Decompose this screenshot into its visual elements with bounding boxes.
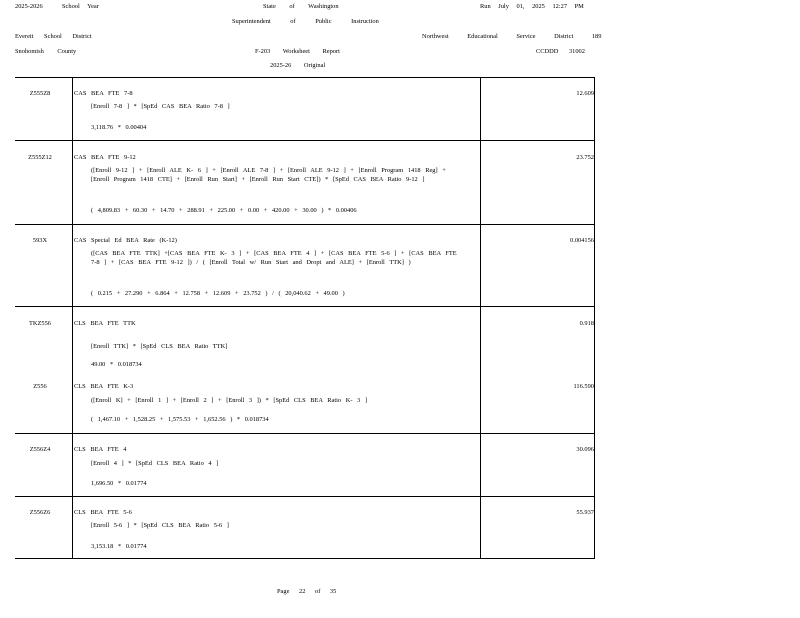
row-title: CLS BEA FTE K-3 bbox=[74, 383, 134, 390]
school-year: 2025-2026 bbox=[15, 3, 43, 10]
row-code: TKZ556 bbox=[28, 320, 51, 327]
row-value: 23.752 bbox=[576, 154, 594, 161]
state-name: State of Washington bbox=[263, 3, 339, 10]
row-code: Z555Z12 bbox=[28, 154, 52, 161]
table-right-border bbox=[594, 77, 595, 559]
row-calculation: 3,153.18 * 0.01774 bbox=[91, 543, 147, 550]
row-formula: [Enroll 5-6 ] * [SpEd CLS BEA Ratio 5-6 ] bbox=[91, 522, 229, 529]
row-value: 0.918 bbox=[579, 320, 594, 327]
row-value: 30.096 bbox=[576, 446, 594, 453]
row-title: CLS BEA FTE TTK bbox=[74, 320, 136, 327]
column-divider bbox=[72, 77, 73, 559]
page-number: Page 22 of 35 bbox=[277, 588, 337, 595]
cdddd-code: CCDDD 31002 bbox=[536, 48, 585, 55]
row-code: Z556 bbox=[33, 383, 47, 390]
report-name: F-203 Worksheet Report bbox=[255, 48, 340, 55]
row-title: CAS BEA FTE 7-8 bbox=[74, 90, 133, 97]
row-formula: ([Enroll K] + [Enroll 1 ] + [Enroll 2 ] + [Enroll 3 ]) * [SpEd CLS BEA Ratio K- 3 ] bbox=[91, 397, 367, 404]
row-formula: ([Enroll 9-12 ] + [Enroll ALE K- 6 ] + [Enroll ALE 7-8 ] + [Enroll ALE 9-12 ] + [Enroll Program 1418 Reg] + [Enroll Program 1418 CTE] + [Enroll Run Start] + [Enroll Run Start CTE]) * [SpEd CAS BEA Ratio 9-12 ] bbox=[91, 167, 451, 184]
row-title: CLS BEA FTE 4 bbox=[74, 446, 127, 453]
row-calculation: ( 0.215 + 27.290 + 6.864 + 12.758 + 12.609 + 23.752 ) / ( 20,040.62 + 49.00 ) bbox=[91, 290, 345, 297]
row-code: Z555Z8 bbox=[29, 90, 51, 97]
row-calculation: ( 1,467.10 + 1,528.25 + 1,575.53 + 1,652.56 ) * 0.018734 bbox=[91, 416, 269, 423]
row-value: 55.937 bbox=[576, 509, 594, 516]
row-divider bbox=[15, 306, 595, 307]
row-code: Z556Z6 bbox=[29, 509, 51, 516]
run-date: Run July 01, 2025 12:27 PM bbox=[480, 3, 584, 10]
row-formula: [Enroll 7-8 ] * [SpEd CAS BEA Ratio 7-8 ] bbox=[91, 103, 230, 110]
district-name: Everett School District bbox=[15, 33, 92, 40]
row-calculation: 3,118.76 * 0.00404 bbox=[91, 124, 147, 131]
table-bottom-border bbox=[15, 558, 595, 559]
row-value: 12.609 bbox=[576, 90, 594, 97]
row-formula: [Enroll TTK] * [SpEd CLS BEA Ratio TTK] bbox=[91, 343, 228, 350]
row-divider bbox=[15, 224, 595, 225]
superintendent: Superintendent of Public Instruction bbox=[232, 18, 379, 25]
row-divider bbox=[15, 433, 595, 434]
row-title: CAS Special Ed BEA Rate (K-12) bbox=[74, 237, 177, 244]
report-version: 2025-26 Original bbox=[270, 62, 326, 69]
row-code: Z556Z4 bbox=[29, 446, 51, 453]
school-year-label: School Year bbox=[62, 3, 99, 10]
column-divider bbox=[480, 77, 481, 559]
row-divider bbox=[15, 140, 595, 141]
row-title: CLS BEA FTE 5-6 bbox=[74, 509, 132, 516]
row-calculation: 49.00 * 0.018734 bbox=[91, 361, 142, 368]
row-title: CAS BEA FTE 9-12 bbox=[74, 154, 136, 161]
row-code: 593X bbox=[32, 237, 48, 244]
county-name: Snohomish County bbox=[15, 48, 77, 55]
row-calculation: 1,696.50 * 0.01774 bbox=[91, 480, 147, 487]
esd-name: Northwest Educational Service District 189 bbox=[422, 33, 602, 40]
row-divider bbox=[15, 496, 595, 497]
row-formula: [Enroll 4 ] * [SpEd CLS BEA Ratio 4 ] bbox=[91, 460, 219, 467]
table-top-border bbox=[15, 77, 595, 78]
row-value: 116.590 bbox=[573, 383, 594, 390]
row-value: 0.004156 bbox=[570, 237, 594, 244]
row-calculation: ( 4,809.83 + 60.30 + 14.70 + 288.91 + 225.00 + 0.00 + 420.00 + 30.00 ) * 0.00406 bbox=[91, 207, 357, 214]
row-formula: ([CAS BEA FTE TTK] +[CAS BEA FTE K- 3 ] + [CAS BEA FTE 4 ] + [CAS BEA FTE 5-6 ] + [CAS BEA FTE 7-8 ] + [CAS BEA FTE 9-12 ]) / ( [Enroll Total w/ Run Start and Dropt and ALE] + [Enroll TTK] ) bbox=[91, 250, 462, 267]
